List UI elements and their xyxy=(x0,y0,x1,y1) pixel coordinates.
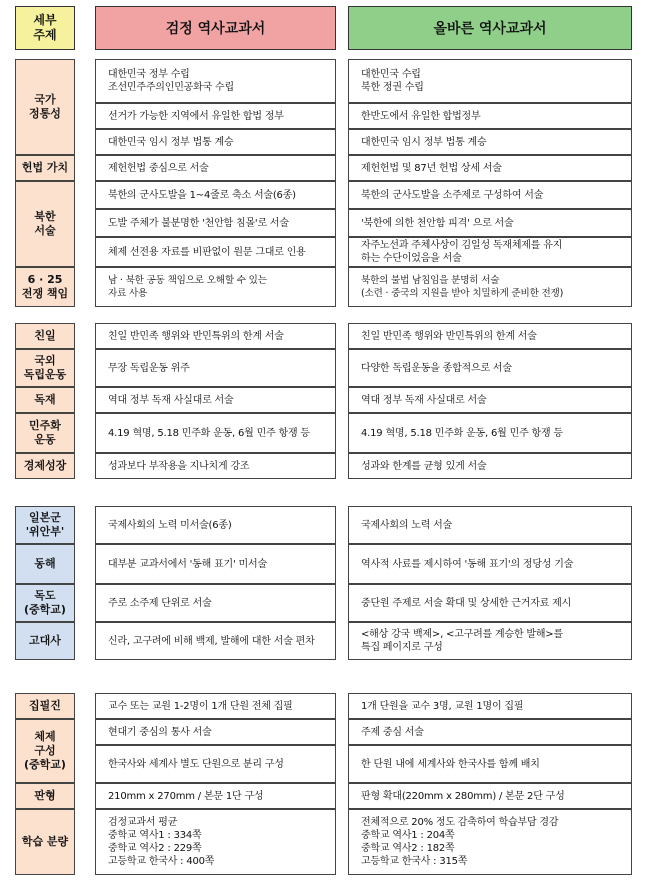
right-textbook-cell: 전체적으로 20% 정도 감축하여 학습부담 경감 중학교 역사1 : 204쪽 중학교 역사2 : 182쪽 고등학교 한국사 : 315쪽 xyxy=(348,809,632,875)
left-textbook-cell: 국제사회의 노력 미서술(6종) xyxy=(95,506,336,544)
row-label: 민주화 운동 xyxy=(15,413,75,453)
left-textbook-cell: 검정교과서 평균 중학교 역사1 : 334쪽 중학교 역사2 : 229쪽 고등학교 한국사 : 400쪽 xyxy=(95,809,336,875)
header-right-textbook: 올바른 역사교과서 xyxy=(348,6,632,50)
row-label: 독도 (중학교) xyxy=(15,584,75,622)
left-textbook-cell: 신라, 고구려에 비해 백제, 발해에 대한 서술 편차 xyxy=(95,622,336,660)
left-textbook-cell: 주로 소주제 단위로 서술 xyxy=(95,584,336,622)
left-textbook-cell: 성과보다 부작용을 지나치게 강조 xyxy=(95,453,336,479)
right-textbook-cell: 대한민국 임시 정부 법통 계승 xyxy=(348,129,632,155)
left-textbook-cell: 대한민국 정부 수립 조선민주주의인민공화국 수립 xyxy=(95,59,336,103)
right-textbook-cell: 판형 확대(220mm x 280mm) / 본문 2단 구성 xyxy=(348,783,632,809)
left-textbook-cell: 교수 또는 교원 1-2명이 1개 단원 전체 집필 xyxy=(95,693,336,719)
right-textbook-cell: 자주노선과 주체사상이 김일성 독재체제를 유지 하는 수단이었음을 서술 xyxy=(348,237,632,267)
row-label: 집필진 xyxy=(15,693,75,719)
right-textbook-cell: '북한에 의한 천안함 피격' 으로 서술 xyxy=(348,209,632,237)
row-label: 헌법 가치 xyxy=(15,155,75,181)
right-textbook-cell: 제헌헌법 및 87년 헌법 상세 서술 xyxy=(348,155,632,181)
left-textbook-cell: 도발 주체가 불분명한 '천안함 침몰'로 서술 xyxy=(95,209,336,237)
left-textbook-cell: 남 · 북한 공동 책임으로 오해할 수 있는 자료 사용 xyxy=(95,267,336,307)
row-label: 일본군 '위안부' xyxy=(15,506,75,544)
row-label: 동해 xyxy=(15,544,75,584)
row-label: 체제 구성 (중학교) xyxy=(15,719,75,783)
right-textbook-cell: <해상 강국 백제>, <고구려를 계승한 발해>를 특집 페이지로 구성 xyxy=(348,622,632,660)
row-label: 판형 xyxy=(15,783,75,809)
left-textbook-cell: 210mm x 270mm / 본문 1단 구성 xyxy=(95,783,336,809)
header-left-textbook: 검정 역사교과서 xyxy=(95,6,336,50)
row-label: 경제성장 xyxy=(15,453,75,479)
left-textbook-cell: 현대기 중심의 통사 서술 xyxy=(95,719,336,745)
row-label: 학습 분량 xyxy=(15,809,75,875)
row-label: 국외 독립운동 xyxy=(15,349,75,387)
right-textbook-cell: 다양한 독립운동을 종합적으로 서술 xyxy=(348,349,632,387)
row-label: 고대사 xyxy=(15,622,75,660)
right-textbook-cell: 역대 정부 독재 사실대로 서술 xyxy=(348,387,632,413)
right-textbook-cell: 주제 중심 서술 xyxy=(348,719,632,745)
left-textbook-cell: 선거가 가능한 지역에서 유일한 합법 정부 xyxy=(95,103,336,129)
row-label: 6 · 25 전쟁 책임 xyxy=(15,267,75,307)
right-textbook-cell: 국제사회의 노력 서술 xyxy=(348,506,632,544)
right-textbook-cell: 1개 단원을 교수 3명, 교원 1명이 집필 xyxy=(348,693,632,719)
left-textbook-cell: 친일 반민족 행위와 반민특위의 한계 서술 xyxy=(95,323,336,349)
right-textbook-cell: 한 단원 내에 세계사와 한국사를 함께 배치 xyxy=(348,745,632,783)
left-textbook-cell: 북한의 군사도발을 1~4줄로 축소 서술(6종) xyxy=(95,181,336,209)
right-textbook-cell: 대한민국 수립 북한 정권 수립 xyxy=(348,59,632,103)
left-textbook-cell: 대한민국 임시 정부 법통 계승 xyxy=(95,129,336,155)
right-textbook-cell: 북한의 불법 남침임을 분명히 서술 (소련 · 중국의 지원을 받아 치밀하게 준비한 전쟁) xyxy=(348,267,632,307)
right-textbook-cell: 역사적 사료를 제시하여 '동해 표기'의 정당성 기술 xyxy=(348,544,632,584)
left-textbook-cell: 무장 독립운동 위주 xyxy=(95,349,336,387)
left-textbook-cell: 제헌헌법 중심으로 서술 xyxy=(95,155,336,181)
right-textbook-cell: 성과와 한계를 균형 있게 서술 xyxy=(348,453,632,479)
left-textbook-cell: 대부분 교과서에서 '동해 표기' 미서술 xyxy=(95,544,336,584)
left-textbook-cell: 역대 정부 독재 사실대로 서술 xyxy=(95,387,336,413)
left-textbook-cell: 체제 선전용 자료를 비판없이 원문 그대로 인용 xyxy=(95,237,336,267)
right-textbook-cell: 친일 반민족 행위와 반민특위의 한계 서술 xyxy=(348,323,632,349)
right-textbook-cell: 중단원 주제로 서술 확대 및 상세한 근거자료 제시 xyxy=(348,584,632,622)
row-label: 북한 서술 xyxy=(15,181,75,267)
row-label: 독재 xyxy=(15,387,75,413)
right-textbook-cell: 4.19 혁명, 5.18 민주화 운동, 6월 민주 항쟁 등 xyxy=(348,413,632,453)
right-textbook-cell: 북한의 군사도발을 소주제로 구성하여 서술 xyxy=(348,181,632,209)
right-textbook-cell: 한반도에서 유일한 합법정부 xyxy=(348,103,632,129)
row-label: 국가 정통성 xyxy=(15,59,75,155)
left-textbook-cell: 한국사와 세계사 별도 단원으로 분리 구성 xyxy=(95,745,336,783)
corner-header: 세부 주제 xyxy=(15,6,75,50)
left-textbook-cell: 4.19 혁명, 5.18 민주화 운동, 6월 민주 항쟁 등 xyxy=(95,413,336,453)
row-label: 친일 xyxy=(15,323,75,349)
